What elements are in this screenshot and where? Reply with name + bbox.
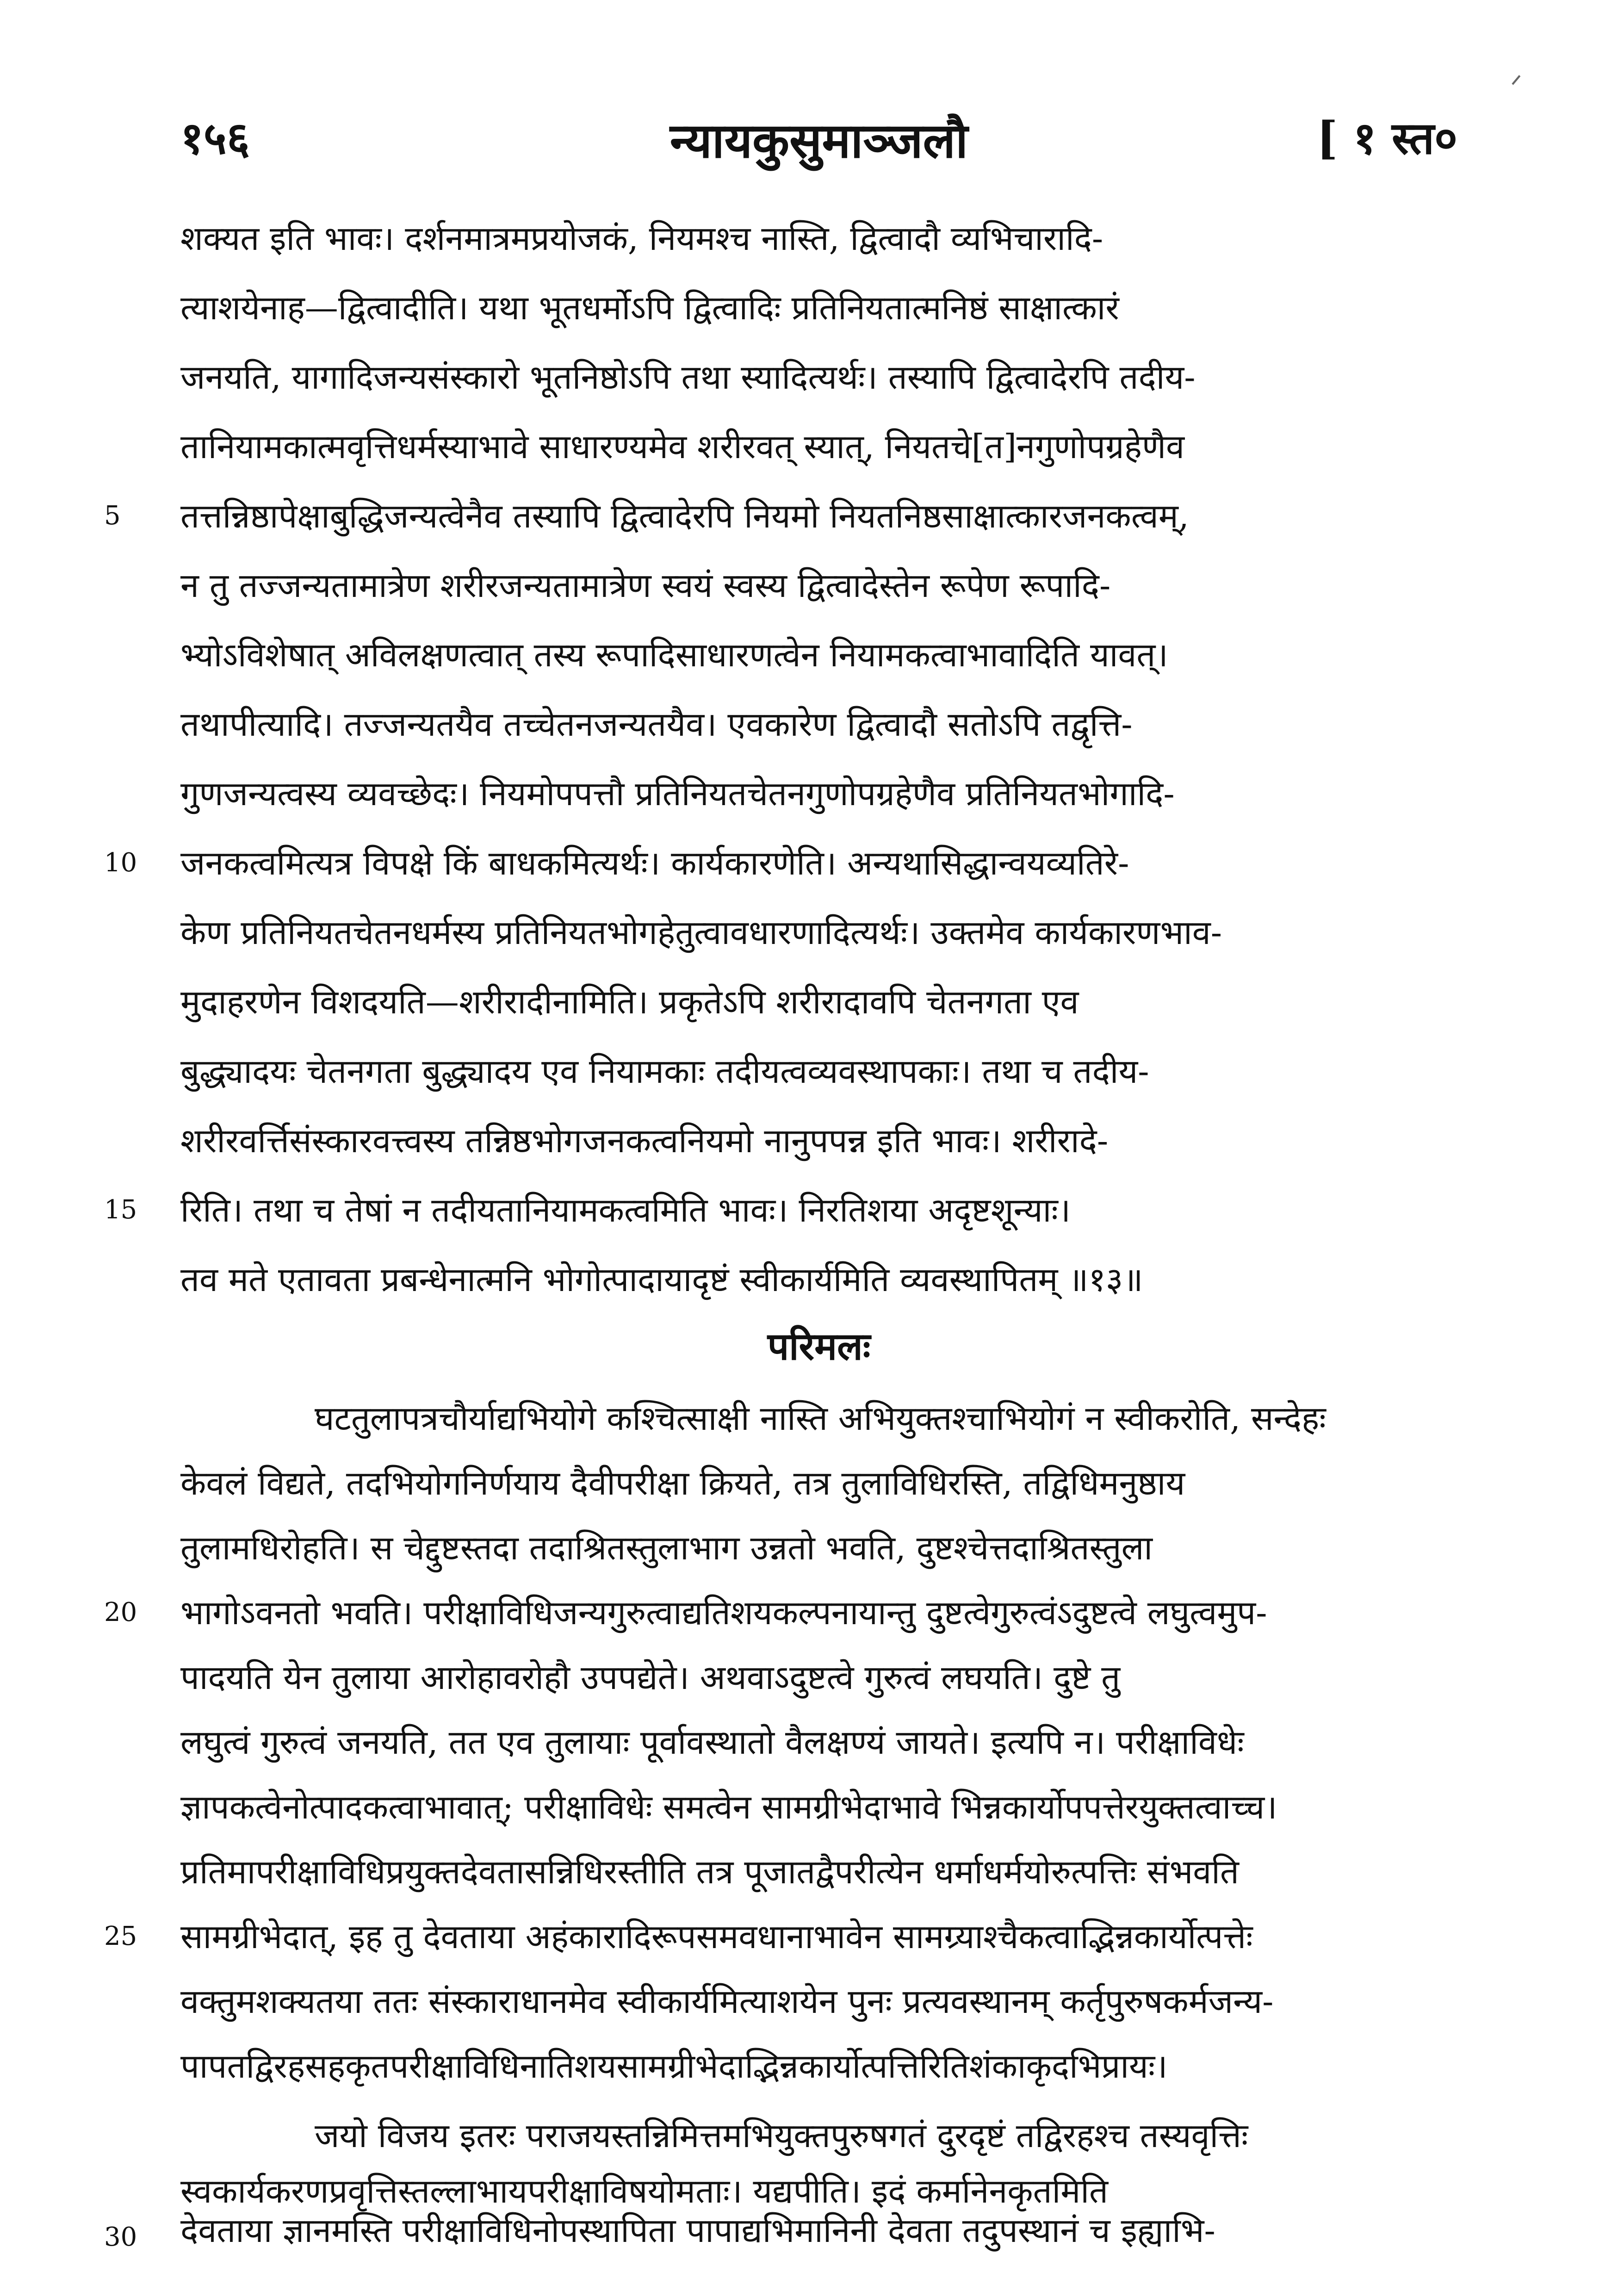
text-line: जनयति, यागादिजन्यसंस्कारो भूतनिष्ठोऽपि तथा स्यादित्यर्थः। तस्यापि द्वित्वादेरपि तदीय- <box>180 358 1196 397</box>
text-line: भागोऽवनतो भवति। परीक्षाविधिजन्यगुरुत्वाद्यतिशयकल्पनायान्तु दुष्टत्वेगुरुत्वंऽदुष्टत्वे लघुत्वमुप- <box>180 1593 1267 1632</box>
text-line: केवलं विद्यते, तदभियोगनिर्णयाय दैवीपरीक्षा क्रियते, तत्र तुलाविधिरस्ति, तद्विधिमनुष्ठाय <box>180 1464 1185 1502</box>
text-line: स्वकार्यकरणप्रवृत्तिस्तल्लाभायपरीक्षाविषयोमताः। यद्यपीति। इदं कर्मानेनकृतमिति <box>180 2172 1109 2210</box>
text-line: जयो विजय इतरः पराजयस्तन्निमित्तमभियुक्तपुरुषगतं दुरदृष्टं तद्विरहश्च तस्यवृत्तिः <box>315 2116 1248 2155</box>
text-line: गुणजन्यत्वस्य व्यवच्छेदः। नियमोपपत्तौ प्रतिनियतचेतनगुणोपग्रहेणैव प्रतिनियतभोगादि- <box>180 774 1175 813</box>
text-line: ज्ञापकत्वेनोत्पादकत्वाभावात्; परीक्षाविधेः समत्वेन सामग्रीभेदाभावे भिन्नकार्योपपत्तेरयुक्तत्वाच्च। <box>180 1788 1277 1826</box>
line-number: 25 <box>104 1921 137 1951</box>
text-line: पादयति येन तुलाया आरोहावरोहौ उपपद्येते। अथवाऽदुष्टत्वे गुरुत्वं लघयति। दुष्टे तु <box>180 1658 1121 1697</box>
corner-mark: ᐟ <box>1510 69 1522 102</box>
text-line: देवताया ज्ञानमस्ति परीक्षाविधिनोपस्थापिता पापाद्यभिमानिनी देवता तदुपस्थानं च इह्याभि- <box>180 2211 1215 2250</box>
text-line: प्रतिमापरीक्षाविधिप्रयुक्तदेवतासन्निधिरस्तीति तत्र पूजातद्वैपरीत्येन धर्माधर्मयोरुत्पत्तिः संभवति <box>180 1852 1239 1891</box>
text-line: पापतद्विरहसहकृतपरीक्षाविधिनातिशयसामग्रीभेदाद्भिन्नकार्योत्पत्तिरितिशंकाकृदभिप्रायः। <box>180 2047 1168 2086</box>
line-number: 5 <box>104 501 121 531</box>
text-line: जनकत्वमित्यत्र विपक्षे किं बाधकमित्यर्थः। कार्यकारणेति। अन्यथासिद्धान्वयव्यतिरे- <box>180 844 1129 882</box>
text-line: न तु तज्जन्यतामात्रेण शरीरजन्यतामात्रेण स्वयं स्वस्य द्वित्वादेस्तेन रूपेण रूपादि- <box>180 566 1111 605</box>
text-line: रिति। तथा च तेषां न तदीयतानियामकत्वमिति भावः। निरतिशया अदृष्टशून्याः। <box>180 1191 1071 1229</box>
text-line: लघुत्वं गुरुत्वं जनयति, तत एव तुलायाः पूर्वावस्थातो वैलक्षण्यं जायते। इत्यपि न। परीक्षाविधेः <box>180 1723 1244 1762</box>
line-number: 20 <box>104 1597 137 1627</box>
page-title: न्यायकुसुमाञ्जलौ <box>669 112 968 169</box>
page-number: १५६ <box>180 112 250 164</box>
text-line: वक्तुमशक्यतया ततः संस्काराधानमेव स्वीकार्यमित्याशयेन पुनः प्रत्यवस्थानम् कर्तृपुरुषकर्मजन्य- <box>180 1982 1274 2021</box>
line-number: 15 <box>104 1195 137 1225</box>
section-heading: परिमलः <box>767 1324 871 1369</box>
text-line: तुलामधिरोहति। स चेद्दुष्टस्तदा तदाश्रितस्तुलाभाग उन्नतो भवति, दुष्टश्चेत्तदाश्रितस्तुला <box>180 1528 1153 1567</box>
text-line: तव मते एतावता प्रबन्धेनात्मनि भोगोत्पादायादृष्टं स्वीकार्यमिति व्यवस्थापितम् ॥१३॥ <box>180 1260 1143 1299</box>
text-line: केण प्रतिनियतचेतनधर्मस्य प्रतिनियतभोगहेतुत्वावधारणादित्यर्थः। उक्तमेव कार्यकारणभाव- <box>180 913 1222 952</box>
text-line: तानियामकात्मवृत्तिधर्मस्याभावे साधारण्यमेव शरीरवत् स्यात्, नियतचे[त]नगुणोपग्रहेणैव <box>180 427 1185 466</box>
text-line: भ्योऽविशेषात् अविलक्षणत्वात् तस्य रूपादिसाधारणत्वेन नियामकत्वाभावादिति यावत्। <box>180 635 1168 674</box>
line-number: 10 <box>104 848 137 878</box>
text-line: त्याशयेनाह—द्वित्वादीति। यथा भूतधर्मोऽपि द्वित्वादिः प्रतिनियतात्मनिष्ठं साक्षात्कारं <box>180 288 1119 327</box>
text-line: तथापीत्यादि। तज्जन्यतयैव तच्चेतनजन्यतयैव। एवकारेण द्वित्वादौ सतोऽपि तद्वृत्ति- <box>180 705 1133 744</box>
text-line: शक्यत इति भावः। दर्शनमात्रमप्रयोजकं, नियमश्च नास्ति, द्वित्वादौ व्यभिचारादि- <box>180 219 1103 258</box>
text-line: सामग्रीभेदात्, इह तु देवताया अहंकारादिरूपसमवधानाभावेन सामग्र्याश्चैकत्वाद्भिन्नकार्योत्पत्तेः <box>180 1917 1253 1956</box>
line-number: 30 <box>104 2222 137 2252</box>
text-line: घटतुलापत्रचौर्याद्यभियोगे कश्चित्साक्षी नास्ति अभियुक्तश्चाभियोगं न स्वीकरोति, सन्देहः <box>315 1399 1326 1438</box>
text-line: शरीरवर्त्तिसंस्कारवत्त्वस्य तन्निष्ठभोगजनकत्वनियमो नानुपपन्न इति भावः। शरीरादे- <box>180 1121 1109 1160</box>
text-line: बुद्ध्यादयः चेतनगता बुद्ध्यादय एव नियामकाः तदीयत्वव्यवस्थापकाः। तथा च तदीय- <box>180 1052 1149 1091</box>
page-header <box>180 106 1457 180</box>
text-line: तत्तन्निष्ठापेक्षाबुद्धिजन्यत्वेनैव तस्यापि द्वित्वादेरपि नियमो नियतनिष्ठसाक्षात्कारजनकत्वम्, <box>180 497 1189 535</box>
section-marker: [ १ स्त० <box>1316 112 1457 164</box>
text-line: मुदाहरणेन विशदयति—शरीरादीनामिति। प्रकृतेऽपि शरीरादावपि चेतनगता एव <box>180 982 1079 1021</box>
